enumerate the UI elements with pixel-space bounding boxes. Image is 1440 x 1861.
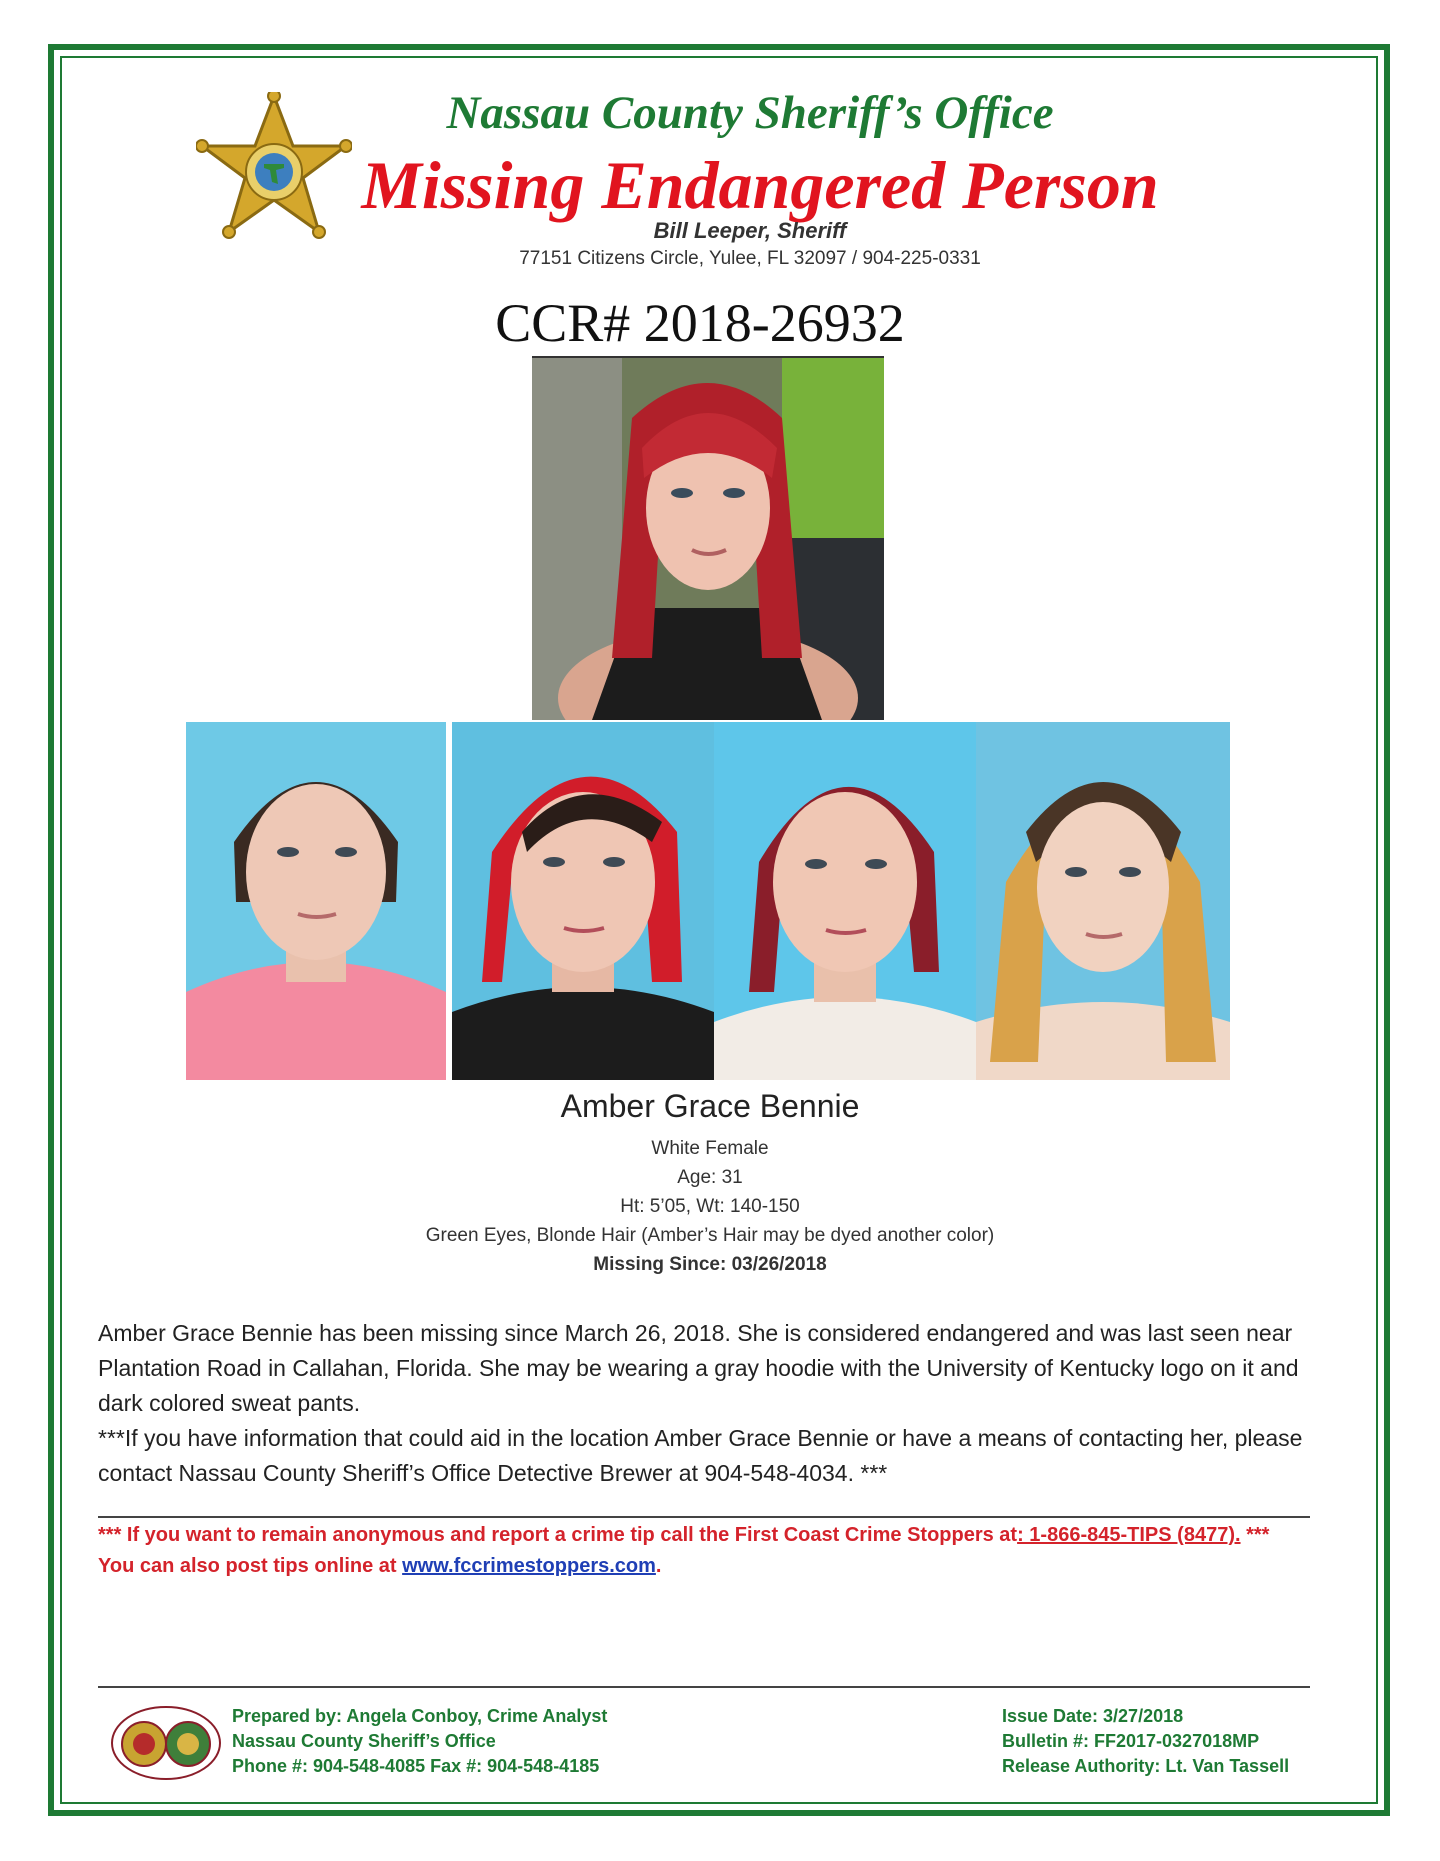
tips-phone-link[interactable]: : 1-866-845-TIPS (8477).	[1017, 1524, 1241, 1546]
license-photo-1	[186, 722, 446, 1080]
footer-divider	[98, 1686, 1310, 1688]
tips-lead: *** If you want to remain anonymous and report a crime tip call the First Coast Crime Stoppers at	[98, 1524, 1018, 1546]
bulletin-number: Bulletin #: FF2017-0327018MP	[1002, 1731, 1260, 1751]
narrative	[98, 1316, 1322, 1491]
prepared-by: Prepared by: Angela Conboy, Crime Analyst	[232, 1706, 608, 1726]
license-photo-4	[976, 722, 1230, 1080]
divider	[98, 1516, 1310, 1518]
case-number: CCR# 2018-26932	[495, 293, 905, 353]
bulletin-info-block	[1002, 1704, 1332, 1779]
height-weight: Ht: 5’05, Wt: 140-150	[620, 1196, 800, 1217]
sheriff-name: Bill Leeper, Sheriff	[653, 218, 847, 243]
license-photo-3	[714, 722, 976, 1080]
crime-stoppers-link[interactable]: www.fccrimestoppers.com	[402, 1555, 656, 1577]
main-photo	[532, 358, 884, 720]
office-name: Nassau County Sheriff’s Office	[446, 87, 1054, 139]
footer-phone-fax: Phone #: 904-548-4085 Fax #: 904-548-4185	[232, 1756, 600, 1776]
race-sex: White Female	[651, 1138, 769, 1159]
footer-office: Nassau County Sheriff’s Office	[232, 1731, 496, 1751]
license-photo-2	[452, 722, 714, 1080]
prepared-by-block	[232, 1704, 752, 1779]
missing-since: Missing Since: 03/26/2018	[593, 1254, 827, 1275]
page-title: Missing Endangered Person	[361, 147, 1159, 223]
contact-paragraph: ***If you have information that could aid in the location Amber Grace Bennie or have a means of contacting her, please contact Nassau County Sheriff’s Office Detective Brewer at 904-548-4034. ***	[98, 1425, 1303, 1486]
narrative-paragraph: Amber Grace Bennie has been missing since March 26, 2018. She is considered endangered and was last seen near Plantation Road in Callahan, Florida. She may be wearing a gray hoodie with the University of Kentucky logo on it and dark colored sweat pants.	[98, 1320, 1299, 1416]
issue-date: Issue Date: 3/27/2018	[1002, 1706, 1184, 1726]
tips-middle: *** You can also post tips online at	[98, 1524, 1270, 1577]
tips-end: .	[655, 1555, 662, 1577]
eyes-hair: Green Eyes, Blonde Hair (Amber’s Hair may be dyed another color)	[425, 1225, 995, 1246]
office-address: 77151 Citizens Circle, Yulee, FL 32097 / 904-225-0331	[519, 248, 981, 269]
crime-stoppers-notice	[98, 1520, 1310, 1582]
age: Age: 31	[677, 1167, 743, 1188]
release-authority: Release Authority: Lt. Van Tassell	[1002, 1756, 1290, 1776]
missing-person-name: Amber Grace Bennie	[560, 1088, 860, 1124]
sheriff-star-badge-icon	[196, 92, 352, 240]
florida-accreditation-seal-icon	[110, 1700, 222, 1786]
